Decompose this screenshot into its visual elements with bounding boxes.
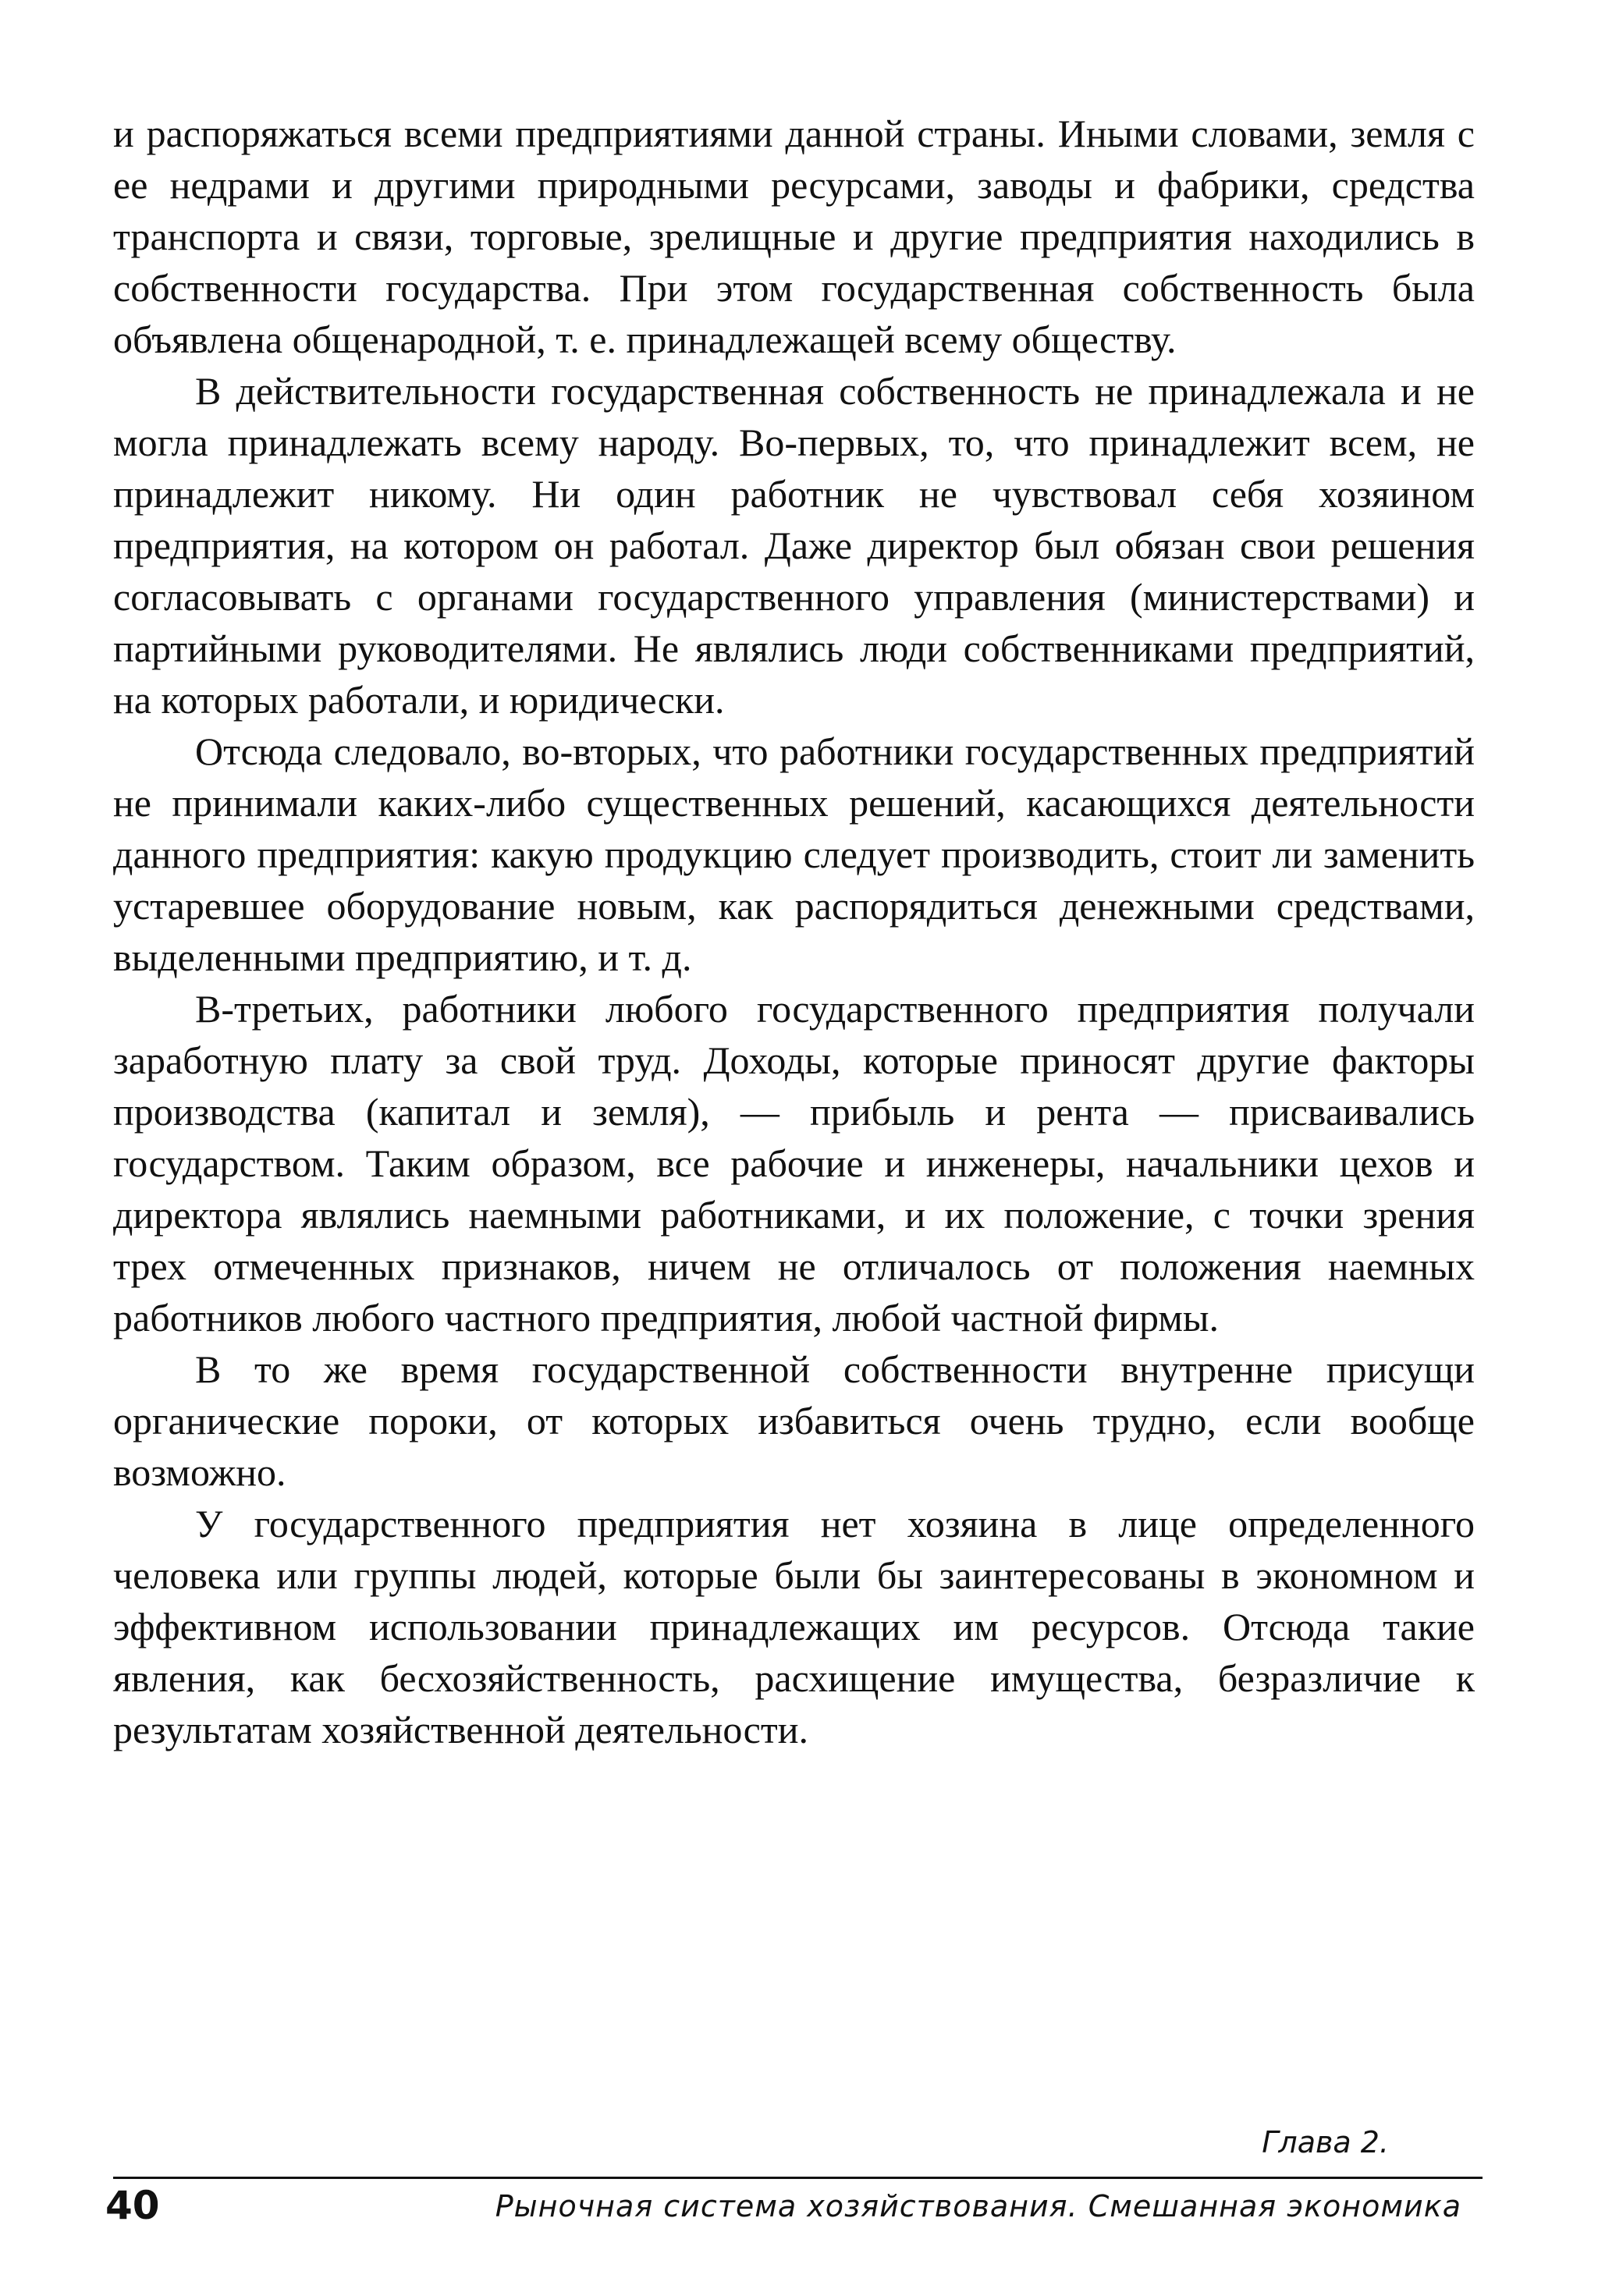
running-title: Рыночная система хозяйствования. Смешанная экономика [495, 2189, 1461, 2223]
paragraph-continuation: и распоряжаться всеми предприятиями данной страны. Иными словами, земля с ее недрами и другими природными ресурсами, заводы и фабрики, средства транспорта и связи, торговые, зрелищные и другие предприятия находились в собственности государства. При этом государственная собственность была объявлена общенародной, т. е. принадлежащей всему обществу. [113, 112, 1475, 361]
paragraph: У государственного предприятия нет хозяина в лице определенного человека или группы людей, которые были бы заинтересованы в экономном и эффективном использовании принадлежащих им ресурсов. Отсюда такие явления, как бесхозяйственность, расхищение имущества, безразличие к результатам хозяйственной деятельности. [113, 1502, 1475, 1751]
footer-divider [113, 2177, 1483, 2179]
page-number: 40 [105, 2183, 160, 2228]
paragraph: В действительности государственная собственность не принадлежала и не могла принадлежать всему народу. Во-первых, то, что принадлежит всем, не принадлежит никому. Ни один работник не чувствовал себя хозяином предприятия, на котором он работал. Даже директор был обязан свои решения согласовывать с органами государственного управления (министерствами) и партийными руководителями. Не являлись люди собственниками предприятий, на которых работали, и юридически. [113, 369, 1475, 722]
body-text [113, 108, 1475, 1755]
paragraph: Отсюда следовало, во-вторых, что работники государственных предприятий не принимали каких-либо существенных решений, касающихся деятельности данного предприятия: какую продукцию следует производить, стоит ли заменить устаревшее оборудование новым, как распорядиться денежными средствами, выделенными предприятию, и т. д. [113, 729, 1475, 979]
footer-chapter-label: Глава 2. [1262, 2125, 1389, 2159]
paragraph: В то же время государственной собственности внутренне присущи органические пороки, от которых избавиться очень трудно, если вообще возможно. [113, 1347, 1475, 1494]
paragraph: В-третьих, работники любого государственного предприятия получали заработную плату за свой труд. Доходы, которые приносят другие факторы производства (капитал и земля), — прибыль и рента — присваивались государством. Таким образом, все рабочие и инженеры, начальники цехов и директора являлись наемными работниками, и их положение, с точки зрения трех отмеченных признаков, ничем не отличалось от положения наемных работников любого частного предприятия, любой частной фирмы. [113, 987, 1475, 1340]
